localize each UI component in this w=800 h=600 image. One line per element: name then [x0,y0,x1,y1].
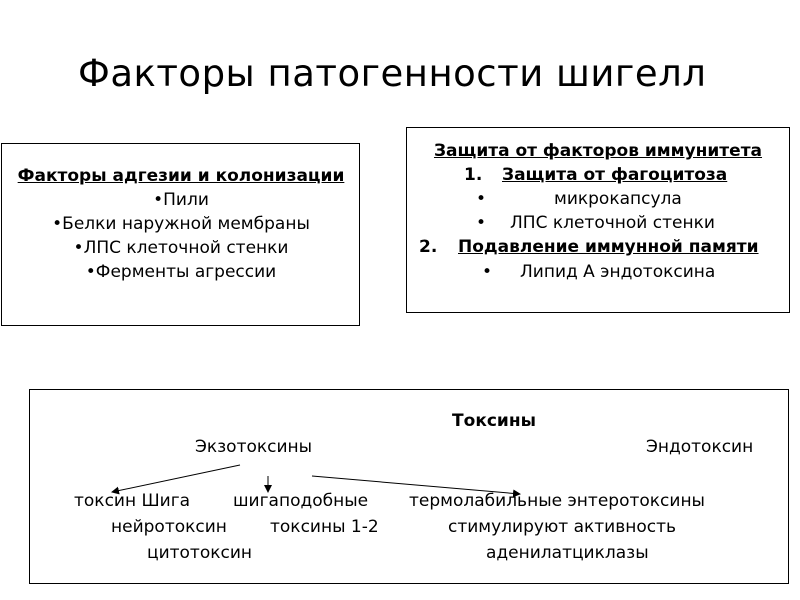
arrow-to-thermolabile [312,476,520,494]
adenylate-cyclase-label: аденилатциклазы [486,543,649,563]
section-2-number: 2. [419,237,438,257]
toxins-heading: Токсины [452,411,536,431]
shiga-like-label: шигаподобные [233,491,369,511]
section-2-bullet-1: • [482,262,493,282]
shiga-like-numbers-label: токсины 1-2 [270,517,379,537]
section-2-heading: Подавление иммунной памяти [458,237,759,257]
page-title: Факторы патогенности шигелл [78,52,707,95]
thermolabile-enterotoxins-label: термолабильные энтеротоксины [409,491,705,511]
exotoxins-label: Экзотоксины [195,437,313,457]
section-1-item-microcapsule: микрокапсула [554,189,682,209]
section-1-bullet-2: • [476,213,487,233]
stimulate-activity-label: стимулируют активность [448,517,677,537]
adhesion-item-aggression-enzymes: •Ферменты агрессии [85,262,277,282]
immunity-heading: Защита от факторов иммунитета [433,141,763,161]
shiga-toxin-label: токсин Шига [74,491,191,511]
section-1-heading: Защита от фагоцитоза [502,165,728,185]
adhesion-item-membrane-proteins: •Белки наружной мембраны [52,214,310,234]
cytotoxin-label: цитотоксин [147,543,253,563]
section-1-item-lps: ЛПС клеточной стенки [510,213,715,233]
section-2-item-lipid-a: Липид А эндотоксина [520,262,716,282]
arrow-to-shiga-toxin [112,465,240,492]
neurotoxin-label: нейротоксин [111,517,227,537]
adhesion-heading: Факторы адгезии и колонизации [17,166,345,186]
section-1-number: 1. [464,165,483,185]
section-1-bullet-1: • [476,189,487,209]
endotoxin-label: Эндотоксин [646,437,754,457]
adhesion-item-lps: •ЛПС клеточной стенки [73,238,289,258]
adhesion-item-pili: •Пили [153,190,209,210]
